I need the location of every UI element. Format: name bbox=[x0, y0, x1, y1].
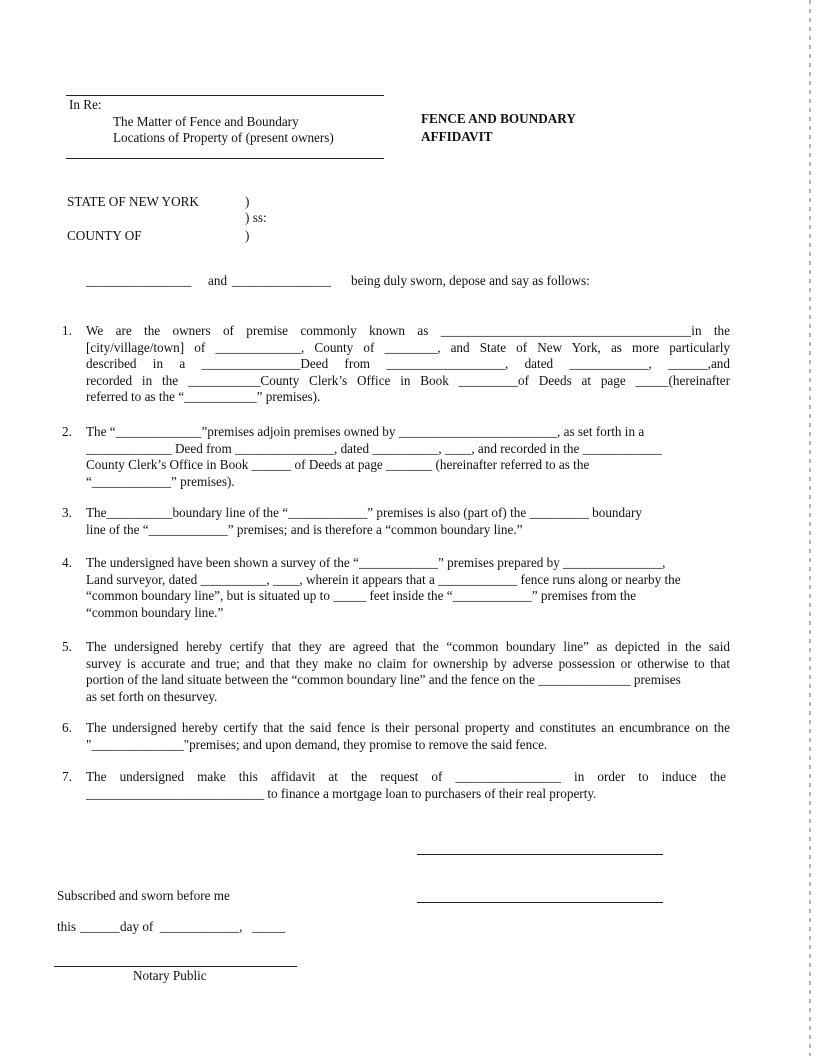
paragraph-number: 1. bbox=[62, 323, 72, 338]
paragraph-line: County Clerk’s Office in Book ______ of Deeds at page _______ (hereinafter referred to as the bbox=[86, 457, 590, 473]
state-label: STATE OF NEW YORK bbox=[67, 194, 199, 209]
deponent-2-blank: _______________ bbox=[232, 273, 331, 288]
caption-top-rule bbox=[66, 95, 384, 96]
paragraph-line: “common boundary line.” bbox=[86, 604, 224, 620]
paragraph-number: 5. bbox=[62, 639, 72, 654]
paragraph-line: We are the owners of premise commonly known as ______________________________________in the bbox=[86, 323, 730, 338]
title-line-1: FENCE AND BOUNDARY bbox=[421, 111, 576, 126]
paragraph-2 bbox=[86, 424, 730, 490]
paragraph-number: 4. bbox=[62, 555, 72, 570]
venue-ss: ) ss: bbox=[245, 210, 267, 225]
jurat-year-blank: _____ bbox=[252, 919, 285, 934]
paragraph-line: line of the “____________” premises; and is therefore a “common boundary line.” bbox=[86, 521, 523, 537]
paragraph-line: The__________boundary line of the “____________” premises is also (part of) the _________ boundary bbox=[86, 505, 642, 520]
paragraph-line: recorded in the ___________County Clerk’s Office in Book _________of Deeds at page _____(hereinafter bbox=[86, 372, 730, 388]
paragraph-number: 3. bbox=[62, 505, 72, 520]
paragraph-line: referred to as the “___________” premises). bbox=[86, 389, 321, 405]
intro-text: being duly sworn, depose and say as follows: bbox=[351, 273, 590, 288]
paragraph-line: [city/village/town] of _____________, County of ________, and State of New York, as more particularly bbox=[86, 339, 730, 355]
jurat-day-of: day of bbox=[120, 919, 154, 934]
paragraph-line: portion of the land situate between the “common boundary line” and the fence on the ______________ premises bbox=[86, 672, 681, 688]
paragraph-line: _____________ Deed from _______________, dated __________, ____, and recorded in the ____________ bbox=[86, 440, 662, 456]
paragraph-number: 7. bbox=[62, 769, 72, 784]
in-re-label: In Re: bbox=[69, 97, 102, 112]
jurat-day-blank: ______ bbox=[80, 919, 120, 934]
paragraph-3 bbox=[86, 505, 730, 538]
paragraph-4 bbox=[86, 555, 730, 621]
caption-bottom-rule bbox=[66, 158, 384, 159]
jurat-subscribed: Subscribed and sworn before me bbox=[57, 888, 230, 903]
paragraph-7 bbox=[86, 769, 726, 802]
paragraph-line: “common boundary line”, but is situated up to _____ feet inside the “____________” premises from the bbox=[86, 588, 637, 604]
jurat-this: this bbox=[57, 919, 77, 934]
deponent-1-blank: ________________ bbox=[86, 273, 192, 288]
title-line-2: AFFIDAVIT bbox=[421, 129, 493, 144]
jurat-month-blank: ____________, bbox=[160, 919, 243, 934]
signature-line-1 bbox=[417, 854, 663, 855]
paragraph-line: The undersigned hereby certify that they are agreed that the “common boundary line” as depicted in the said bbox=[86, 639, 730, 654]
paragraph-line: described in a _______________Deed from __________________, dated ____________, ______,and bbox=[86, 356, 730, 372]
intro-and: and bbox=[208, 273, 228, 288]
paragraph-line: ___________________________ to finance a mortgage loan to purchasers of their real property. bbox=[86, 785, 597, 801]
paragraph-1 bbox=[86, 323, 730, 406]
paragraph-line: “____________” premises). bbox=[86, 473, 235, 489]
scan-edge bbox=[809, 0, 811, 1056]
paragraph-line: The undersigned hereby certify that the said fence is their personal property and constitutes an encumbrance on the bbox=[86, 720, 730, 735]
paragraph-line: Land surveyor, dated __________, ____, wherein it appears that a ____________ fence runs along or nearby the bbox=[86, 571, 681, 587]
paragraph-line: "______________"premises; and upon demand, they promise to remove the said fence. bbox=[86, 736, 548, 752]
paragraph-line: The undersigned make this affidavit at the request of ________________ in order to induce the bbox=[86, 769, 726, 784]
notary-signature-line bbox=[54, 966, 297, 967]
paragraph-number: 2. bbox=[62, 424, 72, 439]
signature-line-2 bbox=[417, 902, 663, 903]
matter-line-2: Locations of Property of (present owners) bbox=[113, 130, 334, 145]
paragraph-line: The “_____________”premises adjoin premises owned by ________________________, as set forth in a bbox=[86, 424, 645, 439]
paragraph-line: The undersigned have been shown a survey of the “____________” premises prepared by _______________, bbox=[86, 555, 666, 570]
matter-line-1: The Matter of Fence and Boundary bbox=[113, 114, 299, 129]
notary-public-label: Notary Public bbox=[133, 968, 207, 983]
county-label: COUNTY OF bbox=[67, 228, 142, 243]
paragraph-line: survey is accurate and true; and that they make no claim for ownership by adverse possession or otherwise to that bbox=[86, 655, 730, 671]
paragraph-line: as set forth on thesurvey. bbox=[86, 688, 218, 704]
paragraph-number: 6. bbox=[62, 720, 72, 735]
venue-paren-2: ) bbox=[245, 228, 250, 243]
paragraph-5 bbox=[86, 639, 730, 705]
paragraph-6 bbox=[86, 720, 730, 753]
venue-paren-1: ) bbox=[245, 194, 250, 209]
